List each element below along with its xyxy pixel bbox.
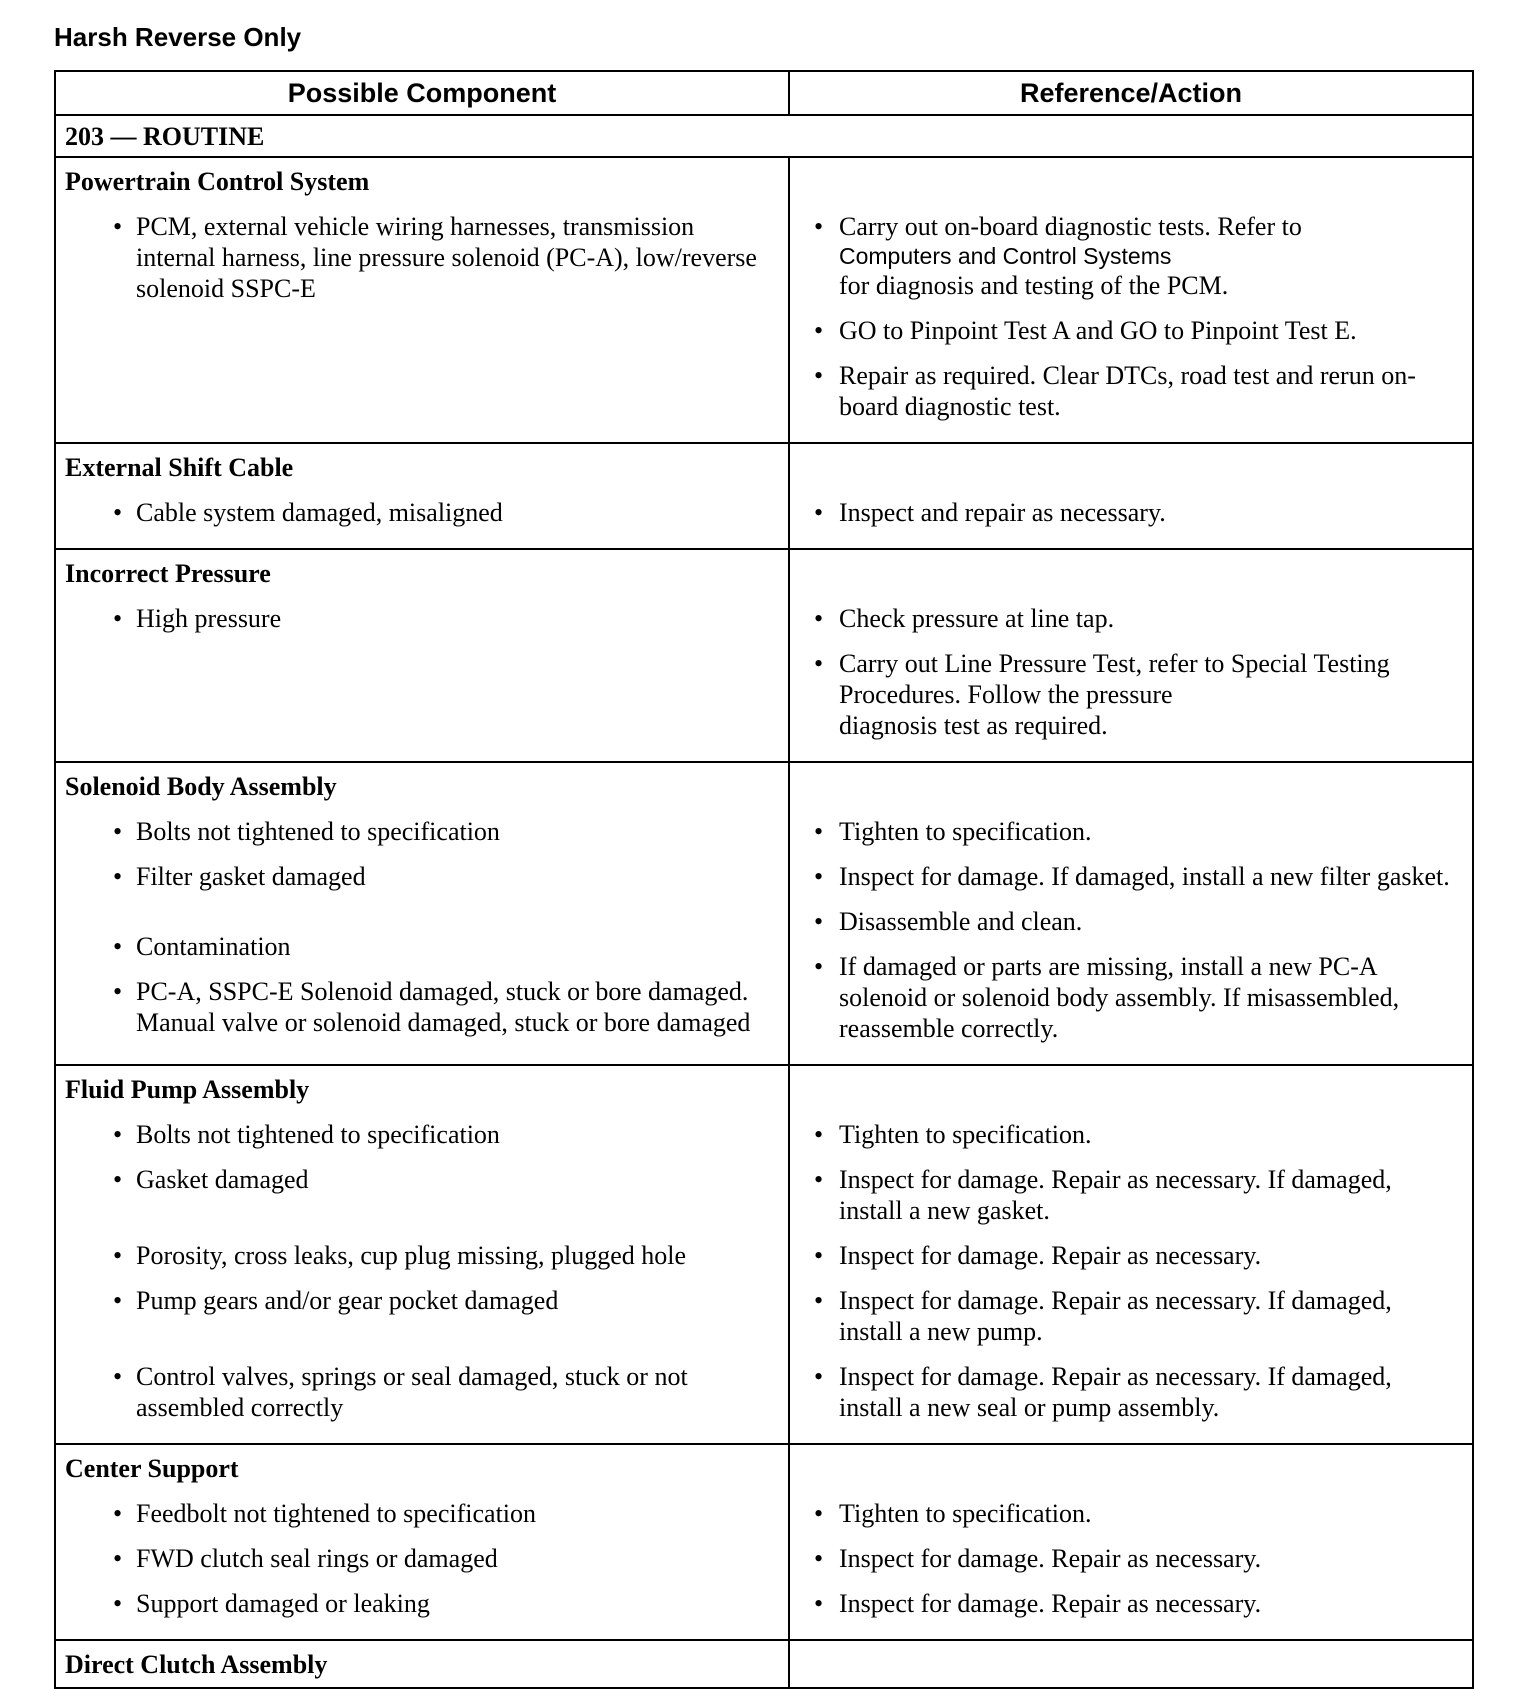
- table-row: [55, 157, 1473, 443]
- list-item: [65, 1543, 776, 1574]
- table-row: [55, 443, 1473, 549]
- bullet-icon: •: [814, 649, 824, 678]
- list-item: [799, 951, 1460, 1044]
- bullet-icon: •: [113, 604, 123, 633]
- action-cell: [789, 1065, 1473, 1444]
- list-item: [799, 906, 1460, 937]
- component-cell: [55, 443, 789, 549]
- list-item: [65, 603, 776, 634]
- section-title: Solenoid Body Assembly: [65, 772, 337, 801]
- bullet-icon: •: [113, 1120, 123, 1149]
- bullet-icon: •: [814, 1544, 824, 1573]
- bullet-icon: •: [814, 1286, 824, 1315]
- section-title: External Shift Cable: [65, 453, 294, 482]
- action-text: Check pressure at line tap.: [839, 604, 1115, 633]
- component-text: Filter gasket damaged: [136, 862, 366, 891]
- action-cell: [789, 762, 1473, 1065]
- list-item: [799, 211, 1460, 301]
- list-item: [65, 931, 776, 962]
- bullet-icon: •: [814, 1165, 824, 1194]
- action-text: Inspect and repair as necessary.: [839, 498, 1166, 527]
- action-text: Disassemble and clean.: [839, 907, 1083, 936]
- bullet-icon: •: [113, 932, 123, 961]
- bullet-icon: •: [814, 1241, 824, 1270]
- action-text: diagnosis test as required.: [839, 711, 1108, 740]
- list-item: [799, 648, 1460, 741]
- bullet-icon: •: [814, 1120, 824, 1149]
- list-item: [65, 976, 776, 1038]
- component-text: Contamination: [136, 932, 291, 961]
- column-header-action: Reference/Action: [789, 71, 1473, 115]
- section-title: Direct Clutch Assembly: [65, 1650, 328, 1679]
- action-cell: [789, 157, 1473, 443]
- list-item: [799, 861, 1460, 892]
- routine-row: [55, 115, 1473, 157]
- list-item: [799, 1588, 1460, 1619]
- table-row: [55, 549, 1473, 762]
- bullet-icon: •: [814, 907, 824, 936]
- bullet-icon: •: [113, 1544, 123, 1573]
- list-item: [65, 497, 776, 528]
- table-row: [55, 1065, 1473, 1444]
- action-text: Tighten to specification.: [839, 817, 1092, 846]
- action-text: Inspect for damage. Repair as necessary. If damaged, install a new pump.: [839, 1286, 1392, 1346]
- component-text: Gasket damaged: [136, 1165, 309, 1194]
- list-item: [799, 1498, 1460, 1529]
- table-row: [55, 1444, 1473, 1640]
- list-item: [65, 1285, 776, 1347]
- reference-link[interactable]: Computers and Control Systems: [839, 243, 1172, 269]
- list-item: [65, 1164, 776, 1226]
- list-item: [65, 1588, 776, 1619]
- section-title: Fluid Pump Assembly: [65, 1075, 310, 1104]
- component-text: FWD clutch seal rings or damaged: [136, 1544, 498, 1573]
- component-text: Porosity, cross leaks, cup plug missing, plugged hole: [136, 1241, 687, 1270]
- component-cell: [55, 549, 789, 762]
- bullet-icon: •: [113, 862, 123, 891]
- action-text: Tighten to specification.: [839, 1120, 1092, 1149]
- bullet-icon: •: [814, 212, 824, 241]
- list-item: [65, 1498, 776, 1529]
- component-text: PC-A, SSPC-E Solenoid damaged, stuck or bore damaged. Manual valve or solenoid damaged, stuck or bore damaged: [136, 977, 751, 1037]
- list-item: [799, 1285, 1460, 1347]
- component-text: Bolts not tightened to specification: [136, 817, 500, 846]
- action-text: Inspect for damage. Repair as necessary.: [839, 1241, 1262, 1270]
- action-text: Carry out Line Pressure Test, refer to Special Testing Procedures. Follow the pressure: [839, 649, 1390, 709]
- component-text: High pressure: [136, 604, 282, 633]
- action-text: Repair as required. Clear DTCs, road test and rerun on-board diagnostic test.: [839, 361, 1416, 421]
- list-item: [799, 497, 1460, 528]
- component-text: Control valves, springs or seal damaged, stuck or not assembled correctly: [136, 1362, 688, 1422]
- bullet-icon: •: [814, 498, 824, 527]
- list-item: [799, 1543, 1460, 1574]
- action-text: for diagnosis and testing of the PCM.: [839, 271, 1229, 300]
- list-item: [799, 1361, 1460, 1423]
- list-item: [799, 603, 1460, 634]
- component-text: PCM, external vehicle wiring harnesses, transmission internal harness, line pressure solenoid (PC-A), low/reverse solenoid SSPC-E: [136, 212, 757, 303]
- table-row: [55, 1640, 1473, 1688]
- list-item: [799, 816, 1460, 847]
- bullet-icon: •: [113, 1499, 123, 1528]
- action-text: Inspect for damage. If damaged, install a new filter gasket.: [839, 862, 1450, 891]
- list-item: [65, 816, 776, 847]
- component-cell: [55, 1640, 789, 1688]
- action-cell: [789, 549, 1473, 762]
- table-header-row: [55, 71, 1473, 115]
- bullet-icon: •: [113, 1241, 123, 1270]
- bullet-icon: •: [814, 952, 824, 981]
- component-cell: [55, 1444, 789, 1640]
- bullet-icon: •: [113, 1589, 123, 1618]
- bullet-icon: •: [814, 1362, 824, 1391]
- bullet-icon: •: [814, 361, 824, 390]
- bullet-icon: •: [113, 498, 123, 527]
- bullet-icon: •: [113, 977, 123, 1006]
- action-text: GO to Pinpoint Test A and GO to Pinpoint Test E.: [839, 316, 1357, 345]
- bullet-icon: •: [113, 1362, 123, 1391]
- component-cell: [55, 762, 789, 1065]
- bullet-icon: •: [814, 1499, 824, 1528]
- component-text: Support damaged or leaking: [136, 1589, 430, 1618]
- component-cell: [55, 1065, 789, 1444]
- bullet-icon: •: [814, 604, 824, 633]
- bullet-icon: •: [814, 1589, 824, 1618]
- action-cell: [789, 443, 1473, 549]
- action-text: Inspect for damage. Repair as necessary. If damaged, install a new gasket.: [839, 1165, 1392, 1225]
- component-text: Pump gears and/or gear pocket damaged: [136, 1286, 559, 1315]
- list-item: [799, 360, 1460, 422]
- diagnosis-table: [54, 70, 1474, 1689]
- bullet-icon: •: [814, 862, 824, 891]
- component-text: Feedbolt not tightened to specification: [136, 1499, 537, 1528]
- bullet-icon: •: [113, 212, 123, 241]
- action-cell: [789, 1444, 1473, 1640]
- bullet-icon: •: [814, 817, 824, 846]
- list-item: [799, 1119, 1460, 1150]
- list-item: [65, 211, 776, 304]
- table-row: [55, 762, 1473, 1065]
- bullet-icon: •: [113, 817, 123, 846]
- routine-label: 203 — ROUTINE: [55, 115, 1473, 157]
- list-item: [799, 1164, 1460, 1226]
- section-title: Center Support: [65, 1454, 239, 1483]
- component-text: Cable system damaged, misaligned: [136, 498, 503, 527]
- action-cell: [789, 1640, 1473, 1688]
- component-text: Bolts not tightened to specification: [136, 1120, 500, 1149]
- action-text: Inspect for damage. Repair as necessary.: [839, 1589, 1262, 1618]
- column-header-component: Possible Component: [55, 71, 789, 115]
- bullet-icon: •: [814, 316, 824, 345]
- list-item: [65, 1361, 776, 1423]
- action-text: Inspect for damage. Repair as necessary. If damaged, install a new seal or pump assembly.: [839, 1362, 1392, 1422]
- action-text: If damaged or parts are missing, install a new PC-A solenoid or solenoid body assembly. If misassembled, reassemble correctly.: [839, 952, 1400, 1043]
- bullet-icon: •: [113, 1165, 123, 1194]
- action-text: Carry out on-board diagnostic tests. Refer to: [839, 212, 1302, 241]
- list-item: [65, 1240, 776, 1271]
- component-cell: [55, 157, 789, 443]
- section-title: Incorrect Pressure: [65, 559, 271, 588]
- action-text: Inspect for damage. Repair as necessary.: [839, 1544, 1262, 1573]
- action-text: Tighten to specification.: [839, 1499, 1092, 1528]
- list-item: [65, 1119, 776, 1150]
- bullet-icon: •: [113, 1286, 123, 1315]
- section-title: Powertrain Control System: [65, 167, 370, 196]
- page-title: Harsh Reverse Only: [54, 22, 302, 52]
- list-item: [799, 315, 1460, 346]
- list-item: [65, 861, 776, 917]
- list-item: [799, 1240, 1460, 1271]
